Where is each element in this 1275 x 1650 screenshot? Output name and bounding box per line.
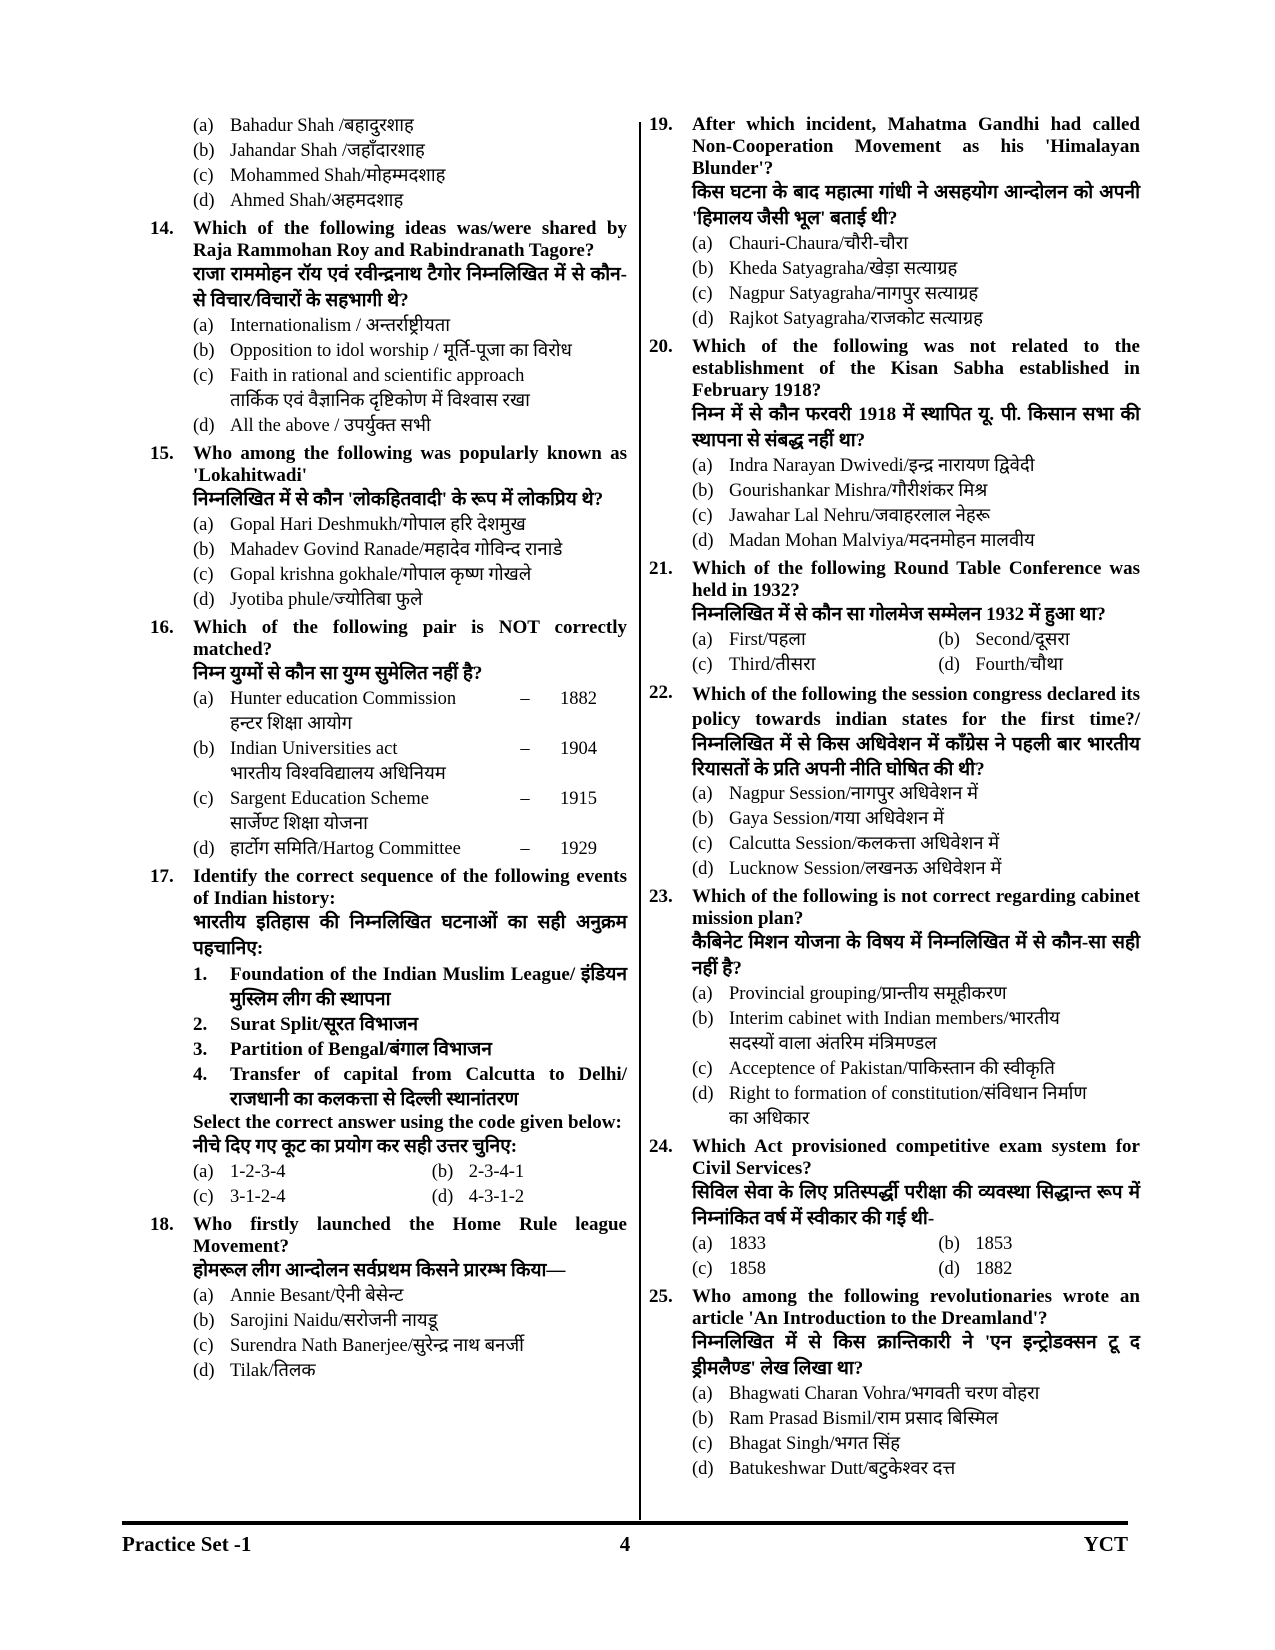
question-stem: निम्न में से कौन फरवरी 1918 में स्थापित यू. पी. किसान सभा की स्थापना से संबद्ध नहीं था? — [692, 404, 1140, 451]
option-label: (c) — [193, 565, 214, 585]
option-text: Kheda Satyagraha/खेड़ा सत्याग्रह — [729, 259, 958, 279]
option-a — [193, 513, 627, 538]
option-text: Acceptence of Pakistan/पाकिस्तान की स्वीकृति — [729, 1059, 1055, 1079]
sequence-item-text: Partition of Bengal/बंगाल विभाजन — [230, 1039, 492, 1060]
option-a — [692, 1382, 1140, 1407]
page-footer — [122, 1531, 1128, 1557]
question-16 — [150, 617, 627, 862]
option-text: Faith in rational and scientific approach — [230, 366, 525, 386]
options-grid — [692, 628, 1140, 678]
option-text: 1833 — [729, 1234, 766, 1254]
question-18 — [150, 1214, 627, 1384]
option-label: (d) — [692, 1084, 714, 1104]
option-subtext: हन्टर शिक्षा आयोग — [230, 714, 353, 734]
option-label: (c) — [692, 506, 713, 526]
sequence-item — [193, 1037, 627, 1062]
options-grid — [692, 1232, 1140, 1282]
option-text: Mohammed Shah/मोहम्मदशाह — [230, 166, 446, 186]
sequence-item-number: 2. — [193, 1014, 208, 1035]
sequence-item — [193, 1012, 627, 1037]
question-number: 21. — [649, 558, 673, 579]
option-a — [692, 454, 1140, 479]
option-label: (a) — [193, 689, 214, 709]
question-stem: निम्न युग्मों से कौन सा युग्म सुमेलित नहीं है? — [193, 663, 483, 684]
option-label: (d) — [193, 191, 215, 211]
option-subtext: सार्जेण्ट शिक्षा योजना — [230, 814, 368, 834]
option-a — [692, 982, 1140, 1007]
question-number: 19. — [649, 114, 673, 135]
option-c — [692, 1257, 938, 1282]
option-b — [193, 737, 627, 787]
option-label: (d) — [692, 309, 714, 329]
question-body — [193, 218, 627, 439]
sequence-item-text: Surat Split/सूरत विभाजन — [230, 1014, 419, 1035]
option-label: (b) — [692, 481, 714, 501]
option-label: (c) — [692, 1434, 713, 1454]
option-text: Sargent Education Scheme — [230, 789, 429, 809]
option-text: 4-3-1-2 — [468, 1187, 525, 1207]
option-label: (c) — [692, 655, 713, 675]
option-label: (c) — [193, 1187, 214, 1207]
question-stem: Identify the correct sequence of the following events of Indian history: — [193, 866, 627, 909]
option-a — [193, 1160, 432, 1185]
question-number: 17. — [150, 866, 174, 887]
column-divider — [639, 122, 641, 1520]
question-body — [692, 1136, 1140, 1282]
options-grid — [193, 1160, 627, 1210]
option-text: Surendra Nath Banerjee/सुरेन्द्र नाथ बनर्जी — [230, 1336, 524, 1356]
option-label: (c) — [193, 1336, 214, 1356]
question-body — [692, 114, 1140, 332]
question-23 — [649, 886, 1140, 1132]
question-stem: निम्नलिखित में से कौन 'लोकहितवादी' के रूप में लोकप्रिय थे? — [193, 489, 604, 510]
option-text: Fourth/चौथा — [975, 655, 1064, 675]
option-b — [938, 628, 1140, 653]
question-20 — [649, 336, 1140, 554]
question-stem: होमरूल लीग आन्दोलन सर्वप्रथम किसने प्रारम्भ किया— — [193, 1260, 566, 1281]
option-label: (c) — [193, 789, 214, 809]
option-label: (a) — [692, 784, 713, 804]
option-text: 2-3-4-1 — [468, 1162, 525, 1182]
option-text: Opposition to idol worship / मूर्ति-पूजा का विरोध — [230, 341, 572, 361]
option-label: (a) — [193, 515, 214, 535]
option-d — [193, 189, 627, 214]
option-text: Indra Narayan Dwivedi/इन्द्र नारायण द्विवेदी — [729, 456, 1035, 476]
question-15 — [150, 443, 627, 613]
question-body — [692, 682, 1140, 882]
question-25 — [649, 1286, 1140, 1482]
option-text: Gourishankar Mishra/गौरीशंकर मिश्र — [729, 481, 988, 501]
option-text: Ram Prasad Bismil/राम प्रसाद बिस्मिल — [729, 1409, 999, 1429]
question-stem: कैबिनेट मिशन योजना के विषय में निम्नलिखित में से कौन-सा सही नहीं है? — [692, 932, 1140, 979]
option-b — [692, 479, 1140, 504]
question-17 — [150, 866, 627, 1210]
question-stem: भारतीय इतिहास की निम्नलिखित घटनाओं का सही अनुक्रम पहचानिए: — [193, 912, 627, 959]
option-label: (d) — [193, 590, 215, 610]
option-text: All the above / उपर्युक्त सभी — [230, 416, 431, 436]
option-label: (b) — [692, 1009, 714, 1029]
option-label: (d) — [938, 655, 960, 675]
option-label: (a) — [692, 630, 713, 650]
option-d — [193, 414, 627, 439]
option-dash: – — [520, 789, 530, 809]
option-label: (d) — [193, 416, 215, 436]
option-d — [692, 857, 1140, 882]
option-text: Hunter education Commission — [230, 689, 457, 709]
option-label: (c) — [692, 284, 713, 304]
option-label: (b) — [692, 259, 714, 279]
option-text: Interim cabinet with Indian members/भारतीय — [729, 1009, 1060, 1029]
option-d — [193, 588, 627, 613]
option-a — [193, 1284, 627, 1309]
option-c — [193, 1185, 432, 1210]
question-number: 20. — [649, 336, 673, 357]
option-b — [938, 1232, 1140, 1257]
question-body — [193, 443, 627, 613]
option-text: Sarojini Naidu/सरोजनी नायडू — [230, 1311, 438, 1331]
option-c — [692, 504, 1140, 529]
option-d — [692, 1457, 1140, 1482]
option-text: Batukeshwar Dutt/बटुकेश्वर दत्त — [729, 1459, 956, 1479]
option-year: 1915 — [560, 789, 597, 809]
question-number: 18. — [150, 1214, 174, 1235]
option-label: (c) — [193, 166, 214, 186]
footer-practice-set-label: Practice Set -1 — [122, 1532, 252, 1556]
option-a — [692, 232, 1140, 257]
option-c — [692, 1057, 1140, 1082]
option-text: हार्टोग समिति/Hartog Committee — [230, 839, 461, 859]
sequence-item-number: 1. — [193, 964, 208, 985]
option-label: (d) — [692, 859, 714, 879]
question-number — [150, 114, 193, 214]
option-label: (a) — [692, 234, 713, 254]
option-b — [692, 1007, 1140, 1057]
sequence-item-number: 4. — [193, 1064, 208, 1085]
option-label: (d) — [193, 1361, 215, 1381]
question-stem: Who among the following revolutionaries wrote an article 'An Introduction to the Dreamland'? — [692, 1286, 1140, 1329]
option-text: Calcutta Session/कलकत्ता अधिवेशन में — [729, 834, 1000, 854]
option-label: (b) — [193, 739, 215, 759]
question-stem: Which of the following pair is NOT correctly matched? — [193, 617, 627, 660]
option-text: 1858 — [729, 1259, 766, 1279]
option-text: Provincial grouping/प्रान्तीय समूहीकरण — [729, 984, 1007, 1004]
right-column — [639, 114, 1140, 1486]
option-text: Nagpur Session/नागपुर अधिवेशन में — [729, 784, 979, 804]
option-text: Bhagat Singh/भगत सिंह — [729, 1434, 901, 1454]
option-text: Nagpur Satyagraha/नागपुर सत्याग्रह — [729, 284, 979, 304]
question-number: 24. — [649, 1136, 673, 1157]
option-subtext: भारतीय विश्वविद्यालय अधिनियम — [230, 764, 446, 784]
sequence-item — [193, 962, 627, 1012]
question-stem: राजा राममोहन रॉय एवं रवीन्द्रनाथ टैगोर निम्नलिखित में से कौन-से विचार/विचारों के सहभागी थे? — [193, 264, 627, 311]
sequence-item-number: 3. — [193, 1039, 208, 1060]
option-label: (c) — [692, 1059, 713, 1079]
option-label: (d) — [431, 1187, 454, 1207]
option-text: Gopal krishna gokhale/गोपाल कृष्ण गोखले — [230, 565, 532, 585]
question-stem: Who among the following was popularly known as 'Lokahitwadi' — [193, 443, 627, 486]
option-subtext: का अधिकार — [729, 1109, 810, 1129]
option-label: (a) — [193, 1286, 214, 1306]
option-a — [692, 1232, 938, 1257]
question-stem: After which incident, Mahatma Gandhi had called Non-Cooperation Movement as his 'Himalayan Blunder'? — [692, 114, 1140, 179]
option-a — [692, 628, 938, 653]
option-c — [692, 1432, 1140, 1457]
question-body — [692, 558, 1140, 678]
option-label: (b) — [692, 1409, 714, 1429]
option-b — [692, 257, 1140, 282]
question-stem: Select the correct answer using the code given below: — [193, 1112, 622, 1133]
option-label: (a) — [193, 116, 214, 136]
option-text: Jahandar Shah /जहाँदारशाह — [230, 141, 425, 161]
question-body — [193, 1214, 627, 1384]
question-number: 25. — [649, 1286, 673, 1307]
option-dash: – — [520, 839, 530, 859]
question-body — [193, 114, 627, 214]
option-c — [193, 364, 627, 414]
option-text: 1853 — [975, 1234, 1013, 1254]
option-label: (c) — [692, 1259, 713, 1279]
option-d — [432, 1185, 627, 1210]
footer-publisher-label: YCT — [1083, 1532, 1128, 1556]
option-label: (a) — [692, 456, 713, 476]
option-text: 3-1-2-4 — [230, 1187, 286, 1207]
option-subtext: सदस्यों वाला अंतरिम मंत्रिमण्डल — [729, 1034, 937, 1054]
option-text: Jyotiba phule/ज्योतिबा फुले — [230, 590, 423, 610]
question-24 — [649, 1136, 1140, 1282]
option-dash: – — [520, 689, 530, 709]
option-b — [692, 807, 1140, 832]
question-number: 22. — [649, 682, 673, 703]
option-label: (b) — [193, 341, 215, 361]
option-text: Bahadur Shah /बहादुरशाह — [230, 116, 414, 136]
option-label: (b) — [692, 809, 714, 829]
option-c — [692, 832, 1140, 857]
question-stem: Who firstly launched the Home Rule league Movement? — [193, 1214, 627, 1257]
question-22 — [649, 682, 1140, 882]
option-text: Madan Mohan Malviya/मदनमोहन मालवीय — [729, 531, 1035, 551]
option-b — [193, 339, 627, 364]
option-d — [692, 1082, 1140, 1132]
question-number: 14. — [150, 218, 174, 239]
question-stem: नीचे दिए गए कूट का प्रयोग कर सही उत्तर चुनिए: — [193, 1136, 518, 1157]
option-d — [938, 1257, 1140, 1282]
option-label: (b) — [431, 1162, 454, 1182]
question-stem: Which of the following was not related to the establishment of the Kisan Sabha established in February 1918? — [692, 336, 1140, 401]
option-label: (a) — [193, 316, 214, 336]
question-stem: किस घटना के बाद महात्मा गांधी ने असहयोग आन्दोलन को अपनी 'हिमालय जैसी भूल' बताई थी? — [692, 182, 1140, 229]
option-d — [692, 529, 1140, 554]
option-c — [193, 787, 627, 837]
option-d — [193, 837, 627, 862]
question-14 — [150, 218, 627, 439]
question-number: 23. — [649, 886, 673, 907]
option-text: Gaya Session/गया अधिवेशन में — [729, 809, 945, 829]
option-text: Bhagwati Charan Vohra/भगवती चरण वोहरा — [729, 1384, 1040, 1404]
question-body — [692, 886, 1140, 1132]
option-a — [193, 114, 627, 139]
sequence-item-text: Foundation of the Indian Muslim League/ इंडियन मुस्लिम लीग की स्थापना — [230, 964, 627, 1010]
option-dash: – — [520, 739, 530, 759]
option-label: (c) — [193, 366, 214, 386]
option-text: Second/दूसरा — [975, 630, 1070, 650]
option-label: (a) — [193, 1162, 214, 1182]
option-label: (d) — [692, 1459, 714, 1479]
option-year: 1904 — [560, 739, 597, 759]
option-label: (b) — [938, 630, 960, 650]
option-c — [692, 653, 938, 678]
option-text: Right to formation of constitution/संविधान निर्माण — [729, 1084, 1087, 1104]
option-text: Lucknow Session/लखनऊ अधिवेशन में — [729, 859, 1002, 879]
footer-page-number: 4 — [619, 1532, 631, 1556]
option-label: (a) — [692, 984, 713, 1004]
question-stem: निम्नलिखित में से किस क्रान्तिकारी ने 'एन इन्ट्रोडक्सन टू द ड्रीमलैण्ड' लेख लिखा था? — [692, 1332, 1140, 1379]
option-d — [938, 653, 1140, 678]
option-c — [193, 164, 627, 189]
option-b — [193, 139, 627, 164]
option-label: (b) — [193, 540, 215, 560]
option-b — [432, 1160, 627, 1185]
option-text: 1882 — [975, 1259, 1013, 1279]
option-text: Chauri-Chaura/चौरी-चौरा — [729, 234, 909, 254]
question-19 — [649, 114, 1140, 332]
question-number: 15. — [150, 443, 174, 464]
sequence-item-text: Transfer of capital from Calcutta to Delhi/ राजधानी का कलकत्ता से दिल्ली स्थानांतरण — [230, 1064, 627, 1110]
option-b — [692, 1407, 1140, 1432]
option-label: (d) — [938, 1259, 960, 1279]
option-label: (c) — [692, 834, 713, 854]
option-label: (b) — [193, 1311, 215, 1331]
option-text: Gopal Hari Deshmukh/गोपाल हरि देशमुख — [230, 515, 526, 535]
option-text: 1-2-3-4 — [230, 1162, 286, 1182]
option-text: Internationalism / अन्तर्राष्ट्रीयता — [230, 316, 451, 336]
option-text: Third/तीसरा — [729, 655, 816, 675]
option-label: (a) — [692, 1384, 713, 1404]
question-stem: निम्नलिखित में से कौन सा गोलमेज सम्मेलन 1932 में हुआ था? — [692, 604, 1106, 625]
question-stem: Which of the following Round Table Conference was held in 1932? — [692, 558, 1140, 601]
option-d — [193, 1359, 627, 1384]
option-year: 1882 — [560, 689, 597, 709]
question-21 — [649, 558, 1140, 678]
option-label: (d) — [692, 531, 714, 551]
option-a — [193, 314, 627, 339]
question-body — [692, 336, 1140, 554]
option-d — [692, 307, 1140, 332]
option-year: 1929 — [560, 839, 597, 859]
option-text: First/पहला — [729, 630, 806, 650]
option-subtext: तार्किक एवं वैज्ञानिक दृष्टिकोण में विश्वास रखा — [230, 391, 530, 411]
option-text: Mahadev Govind Ranade/महादेव गोविन्द रानाडे — [230, 540, 563, 560]
option-text: Jawahar Lal Nehru/जवाहरलाल नेहरू — [729, 506, 991, 526]
question-stem: Which of the following is not correct regarding cabinet mission plan? — [692, 886, 1140, 929]
option-label: (a) — [692, 1234, 713, 1254]
option-a — [193, 687, 627, 737]
question-stem: Which of the following ideas was/were shared by Raja Rammohan Roy and Rabindranath Tagore? — [193, 218, 627, 261]
option-text: Rajkot Satyagraha/राजकोट सत्याग्रह — [729, 309, 983, 329]
question-body — [193, 866, 627, 1210]
option-text: Ahmed Shah/अहमदशाह — [230, 191, 404, 211]
question-stem: Which of the following the session congress declared its policy towards indian states for the first time?/निम्नलिखित में से किस अधिवेशन में काँग्रेस ने पहली बार भारतीय रियासतों के प्रति अपनी नीति घोषित की थी? — [692, 684, 1140, 780]
option-c — [692, 282, 1140, 307]
option-a — [692, 782, 1140, 807]
option-c — [193, 563, 627, 588]
option-text: Indian Universities act — [230, 739, 398, 759]
question-continuation — [150, 114, 627, 214]
option-label: (b) — [938, 1234, 960, 1254]
footer-rule — [122, 1521, 1128, 1525]
option-label: (b) — [193, 141, 215, 161]
question-stem: Which Act provisioned competitive exam system for Civil Services? — [692, 1136, 1140, 1179]
question-body — [692, 1286, 1140, 1482]
question-number: 16. — [150, 617, 174, 638]
option-b — [193, 538, 627, 563]
option-label: (d) — [193, 839, 215, 859]
left-column — [150, 114, 639, 1388]
option-text: Annie Besant/ऐनी बेसेन्ट — [230, 1286, 404, 1306]
option-text: Tilak/तिलक — [230, 1361, 316, 1381]
sequence-item — [193, 1062, 627, 1112]
option-b — [193, 1309, 627, 1334]
option-c — [193, 1334, 627, 1359]
questions-area — [150, 114, 1140, 1486]
question-body — [193, 617, 627, 862]
question-stem: सिविल सेवा के लिए प्रतिस्पर्द्धी परीक्षा की व्यवस्था सिद्धान्त रूप में निम्नांकित वर्ष में स्वीकार की गई थी- — [692, 1182, 1140, 1229]
